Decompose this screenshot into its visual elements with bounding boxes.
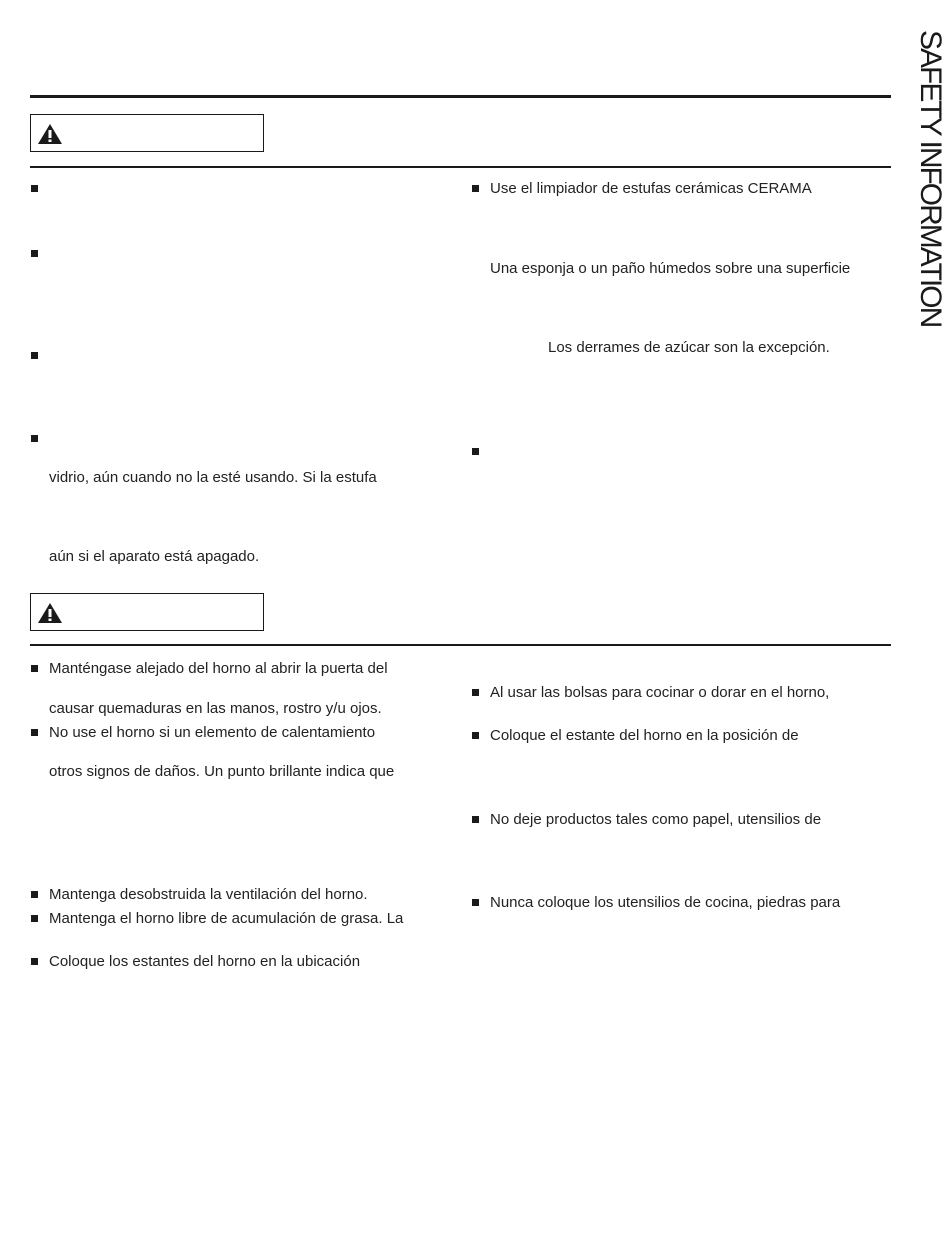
body-text: Coloque el estante del horno en la posición de [490, 727, 799, 744]
warning-box-2 [30, 593, 264, 631]
section-rule-1 [30, 166, 891, 168]
bullet-marker [472, 732, 479, 739]
bullet-marker [31, 891, 38, 898]
bullet-marker [31, 352, 38, 359]
body-text: vidrio, aún cuando no la esté usando. Si la estufa [49, 469, 377, 486]
warning-icon [37, 602, 63, 624]
bullet-marker [472, 816, 479, 823]
bullet-marker [472, 689, 479, 696]
body-text: Mantenga desobstruida la ventilación del horno. [49, 886, 368, 903]
top-rule [30, 95, 891, 98]
bullet-marker [472, 448, 479, 455]
body-text: Manténgase alejado del horno al abrir la puerta del [49, 660, 388, 677]
body-text: Nunca coloque los utensilios de cocina, piedras para [490, 894, 841, 911]
section-rule-2 [30, 644, 891, 646]
bullet-marker [31, 958, 38, 965]
body-text: Una esponja o un paño húmedos sobre una superficie [490, 260, 851, 277]
warning-icon [37, 123, 63, 145]
body-text: Al usar las bolsas para cocinar o dorar en el horno, [490, 684, 830, 701]
section-side-title: SAFETY INFORMATION [914, 30, 947, 327]
body-text: causar quemaduras en las manos, rostro y/u ojos. [49, 700, 382, 717]
body-text: otros signos de daños. Un punto brillante indica que [49, 763, 395, 780]
bullet-marker [31, 665, 38, 672]
bullet-marker [31, 915, 38, 922]
body-text: Mantenga el horno libre de acumulación de grasa. La [49, 910, 404, 927]
body-text: No deje productos tales como papel, utensilios de [490, 811, 822, 828]
body-text: aún si el aparato está apagado. [49, 548, 260, 565]
body-text: No use el horno si un elemento de calentamiento [49, 724, 376, 741]
bullet-marker [31, 250, 38, 257]
bullet-marker [472, 185, 479, 192]
bullet-marker [31, 729, 38, 736]
body-text: Los derrames de azúcar son la excepción. [548, 339, 830, 356]
body-text: Use el limpiador de estufas cerámicas CERAMA [490, 180, 812, 197]
bullet-marker [472, 899, 479, 906]
warning-box-1 [30, 114, 264, 152]
body-text: Coloque los estantes del horno en la ubicación [49, 953, 361, 970]
bullet-marker [31, 185, 38, 192]
bullet-marker [31, 435, 38, 442]
